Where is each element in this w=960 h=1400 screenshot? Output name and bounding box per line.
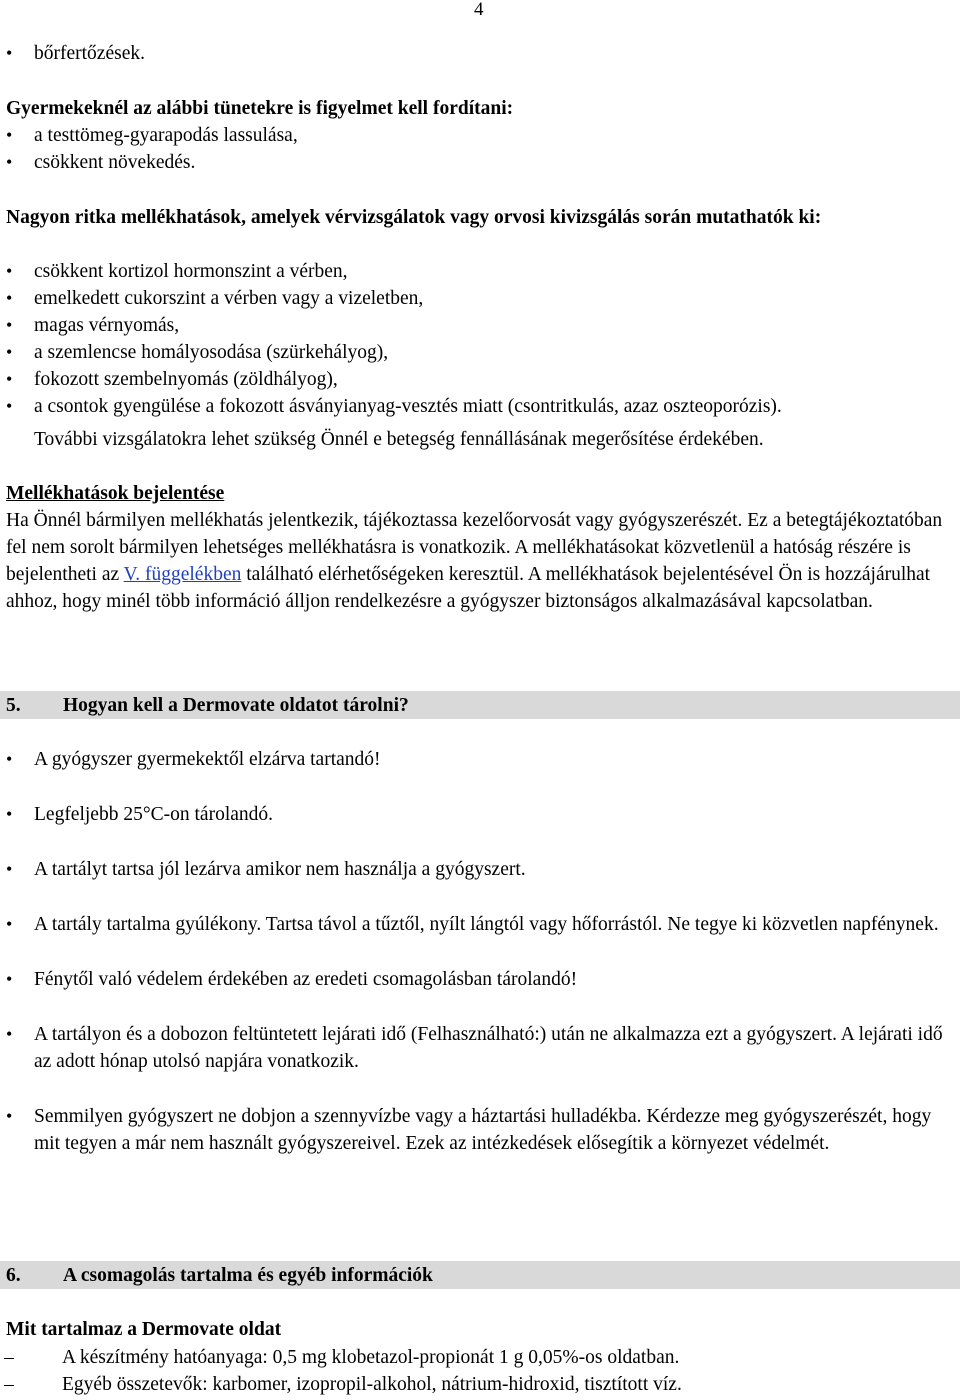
- page-number: 4: [474, 0, 484, 20]
- intro-list: [0, 40, 950, 67]
- list-item: • a szemlencse homályosodása (szürkehályog),: [0, 339, 950, 366]
- list-item: • a testtömeg-gyarapodás lassulása,: [0, 122, 950, 149]
- section-title: Hogyan kell a Dermovate oldatot tárolni?: [63, 695, 409, 716]
- list-item: • Fénytől való védelem érdekében az eredeti csomagolásban tárolandó!: [0, 966, 950, 993]
- children-heading: Gyermekeknél az alábbi tünetekre is figyelmet kell fordítani:: [6, 98, 514, 119]
- section-number: 6.: [6, 1265, 21, 1286]
- list-item: • magas vérnyomás,: [0, 312, 950, 339]
- list-item: • csökkent növekedés.: [0, 149, 950, 176]
- reporting-paragraph: [6, 507, 958, 615]
- reporting-heading: Mellékhatások bejelentése: [6, 483, 225, 504]
- storage-list: [0, 746, 950, 1185]
- ingredients-list: [0, 1344, 950, 1398]
- section-number: 5.: [6, 695, 21, 716]
- section-5-header: [0, 691, 960, 719]
- children-list: [0, 122, 950, 176]
- reporting-text: Ha Önnél bármilyen mellékhatás jelentkezik, tájékoztassa kezelőorvosát vagy gyógyszerészét. Ez a betegtájékoztatóban fel nem sorolt bármilyen lehetséges mellékhatásra is vonatkozik. A mellékhatásokat közvetlenül a hatóság részére is bejelentheti az: [6, 510, 943, 585]
- rare-list: [0, 258, 950, 420]
- reporting-text: található elérhetőségeken keresztül. A mellékhatások bejelentésével Ön is hozzájárulhat ahhoz, hogy minél több információ álljon rendelkezésre a gyógyszer biztonságos alkalmazásával kapcsolatban.: [6, 564, 931, 612]
- list-item: – A készítmény hatóanyaga: 0,5 mg klobetazol-propionát 1 g 0,05%-os oldatban.: [0, 1344, 950, 1371]
- contents-subheading: Mit tartalmaz a Dermovate oldat: [6, 1319, 282, 1340]
- list-item: • A tartály tartalma gyúlékony. Tartsa távol a tűztől, nyílt lángtól vagy hőforrástól. Ne tegye ki közvetlen napfénynek.: [0, 911, 950, 938]
- section-title: A csomagolás tartalma és egyéb információk: [63, 1265, 433, 1286]
- list-item: • a csontok gyengülése a fokozott ásványianyag-vesztés miatt (csontritkulás, azaz oszteoporózis).: [0, 393, 950, 420]
- list-item: • Semmilyen gyógyszert ne dobjon a szennyvízbe vagy a háztartási hulladékba. Kérdezze meg gyógyszerészét, hogy mit tegyen a már nem használt gyógyszereivel. Ezek az intézkedések elősegítik a környezet védelmét.: [0, 1103, 950, 1157]
- list-item: • csökkent kortizol hormonszint a vérben,: [0, 258, 950, 285]
- appendix-link[interactable]: V. függelékben: [123, 564, 242, 585]
- list-item: • emelkedett cukorszint a vérben vagy a vizeletben,: [0, 285, 950, 312]
- rare-note: További vizsgálatokra lehet szükség Önnél e betegség fennállásának megerősítése érdekében.: [34, 429, 764, 450]
- list-item: • bőrfertőzések.: [0, 40, 950, 67]
- list-item: • A tartályon és a dobozon feltüntetett lejárati idő (Felhasználható:) után ne alkalmazza ezt a gyógyszert. A lejárati idő az adott hónap utolsó napjára vonatkozik.: [0, 1021, 950, 1075]
- list-item: • Legfeljebb 25°C-on tárolandó.: [0, 801, 950, 828]
- section-6-header: [0, 1261, 960, 1289]
- list-item: • A gyógyszer gyermekektől elzárva tartandó!: [0, 746, 950, 773]
- list-item: • fokozott szembelnyomás (zöldhályog),: [0, 366, 950, 393]
- list-item: • A tartályt tartsa jól lezárva amikor nem használja a gyógyszert.: [0, 856, 950, 883]
- list-item: – Egyéb összetevők: karbomer, izopropil-alkohol, nátrium-hidroxid, tisztított víz.: [0, 1371, 950, 1398]
- rare-heading: Nagyon ritka mellékhatások, amelyek vérvizsgálatok vagy orvosi kivizsgálás során mutathatók ki:: [6, 207, 822, 228]
